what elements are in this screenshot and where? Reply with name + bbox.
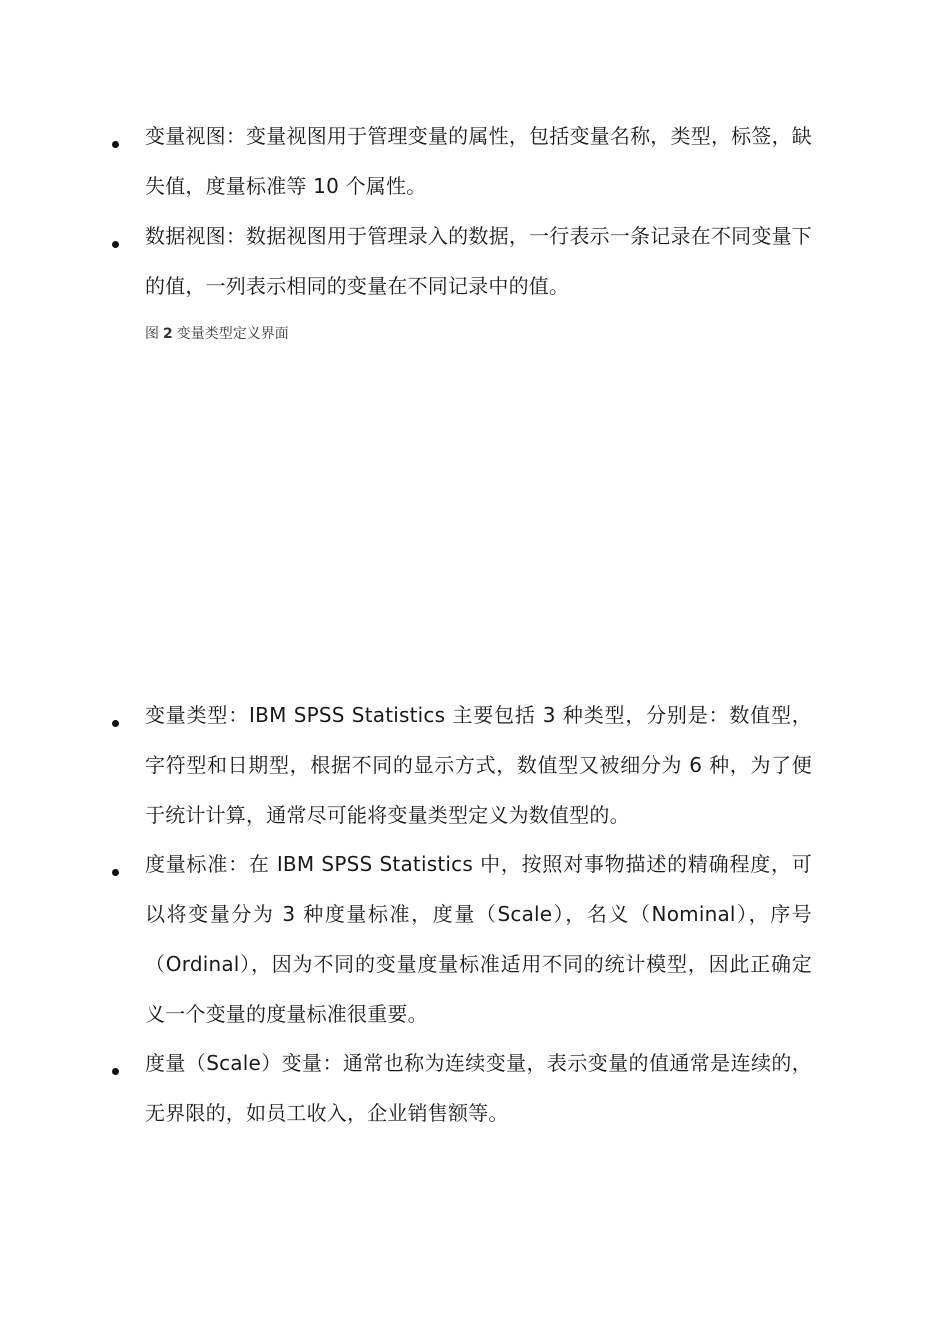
figure-caption — [145, 324, 289, 344]
bullet-text: 变量类型：IBM SPSS Statistics 主要包括 3 种类型，分别是：数值型，字符型和日期型，根据不同的显示方式，数值型又被细分为 6 种，为了便于统计计算，通常尽可能将变量类型定义为数值型的。 — [145, 703, 812, 827]
caption-text: 变量类型定义界面 — [176, 326, 289, 342]
bullet-dot-icon — [112, 1068, 119, 1075]
bullet-text: 度量（Scale）变量：通常也称为连续变量，表示变量的值通常是连续的，无界限的，如员工收入，企业销售额等。 — [145, 1051, 812, 1125]
bullet-text: 度量标准：在 IBM SPSS Statistics 中，按照对事物描述的精确程度，可以将变量分为 3 种度量标准，度量（Scale），名义（Nominal），序号（Ordinal），因为不同的变量度量标准适用不同的统计模型，因此正确定义一个变量的度量标准很重要。 — [145, 852, 812, 1026]
bullet-dot-icon — [112, 869, 119, 876]
bullet-dot-icon — [112, 141, 119, 148]
bullet-text: 变量视图：变量视图用于管理变量的属性，包括变量名称，类型，标签，缺失值，度量标准等 10 个属性。 — [145, 124, 812, 198]
bullet-dot-icon — [112, 241, 119, 248]
bullet-item-variable-type — [112, 690, 812, 840]
bullet-dot-icon — [112, 720, 119, 727]
bullet-item-measure — [112, 839, 812, 1039]
bullet-item-variable-view — [112, 111, 812, 211]
bullet-item-scale-variable — [112, 1038, 812, 1138]
caption-number: 2 — [163, 326, 173, 342]
bullet-item-data-view — [112, 211, 812, 311]
caption-prefix: 图 — [145, 326, 159, 342]
bullet-text: 数据视图：数据视图用于管理录入的数据，一行表示一条记录在不同变量下的值，一列表示相同的变量在不同记录中的值。 — [145, 224, 812, 298]
